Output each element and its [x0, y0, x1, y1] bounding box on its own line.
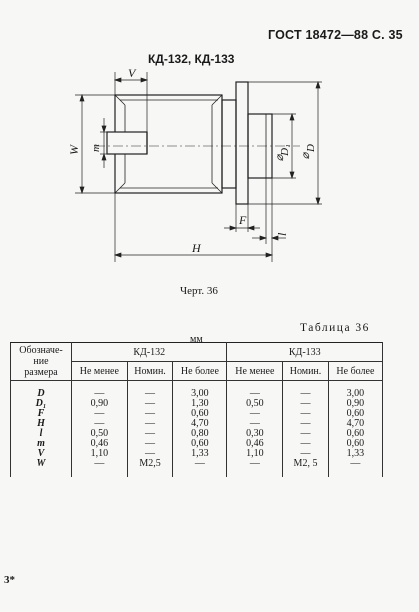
- table-cell: —: [127, 399, 173, 409]
- table-title: Таблица 36: [300, 322, 370, 334]
- table-cell: —: [227, 459, 283, 477]
- column-header: Не менее: [72, 362, 128, 381]
- label-l: l: [275, 232, 289, 236]
- table-cell: —: [227, 409, 283, 419]
- parameters-table: [10, 342, 383, 477]
- table-cell: 1,33: [328, 449, 382, 459]
- table-cell: 0,90: [72, 399, 128, 409]
- table-cell: 0,50: [227, 399, 283, 409]
- table-cell: —: [72, 389, 128, 399]
- table-cell: 0,60: [173, 409, 227, 419]
- svg-text:⌀: ⌀: [300, 152, 312, 160]
- drawing-title: КД-132, КД-133: [148, 52, 235, 66]
- table-cell: 0,90: [328, 399, 382, 409]
- table-cell: 0,60: [328, 409, 382, 419]
- table-cell: —: [72, 409, 128, 419]
- table-cell: —: [127, 449, 173, 459]
- table-cell: 1,10: [227, 449, 283, 459]
- dim-d: [248, 82, 322, 204]
- table-cell: —: [283, 409, 329, 419]
- table-cell: 0,46: [72, 439, 128, 449]
- row-symbol: m: [11, 439, 72, 449]
- table-cell: 4,70: [173, 419, 227, 429]
- label-h: H: [192, 241, 201, 255]
- column-header-symbol: Обозначе- ние размера: [11, 343, 72, 381]
- flange: [222, 82, 272, 204]
- table-cell: —: [283, 389, 329, 399]
- table-cell: —: [283, 439, 329, 449]
- table-cell: 3,00: [173, 389, 227, 399]
- row-symbol: V: [11, 449, 72, 459]
- table-cell: —: [283, 419, 329, 429]
- table-cell: 0,60: [328, 439, 382, 449]
- table-cell: 1,30: [173, 399, 227, 409]
- table-cell: 0,30: [227, 429, 283, 439]
- table-cell: 0,60: [328, 429, 382, 439]
- table-cell: М2, 5: [283, 459, 329, 477]
- column-header: Не менее: [227, 362, 283, 381]
- table-cell: —: [127, 429, 173, 439]
- label-d: D: [305, 144, 317, 152]
- row-symbol: H: [11, 419, 72, 429]
- table-cell: —: [283, 399, 329, 409]
- table-cell: —: [328, 459, 382, 477]
- label-m: m: [90, 144, 102, 152]
- row-symbol: D: [11, 389, 72, 399]
- table-body: [11, 381, 383, 478]
- label-v: V: [128, 66, 136, 80]
- table-cell: 4,70: [328, 419, 382, 429]
- table-row: [11, 459, 383, 477]
- table-cell: —: [227, 389, 283, 399]
- table-cell: М2,5: [127, 459, 173, 477]
- table-cell: —: [127, 439, 173, 449]
- table-cell: 1,33: [173, 449, 227, 459]
- label-d1: D₁: [279, 144, 291, 156]
- row-symbol: F: [11, 409, 72, 419]
- table-cell: —: [227, 419, 283, 429]
- slot: [107, 132, 147, 154]
- group-header: КД-133: [227, 343, 383, 362]
- row-symbol: W: [11, 459, 72, 477]
- dim-v: [115, 72, 147, 132]
- table-cell: —: [127, 419, 173, 429]
- svg-text:⌀: ⌀: [274, 154, 286, 162]
- column-header: Номин.: [283, 362, 329, 381]
- units-label: мм: [190, 334, 203, 345]
- technical-drawing: [0, 0, 419, 300]
- table-cell: —: [127, 389, 173, 399]
- row-symbol: D₁: [11, 399, 72, 409]
- column-header: Номин.: [127, 362, 173, 381]
- table-cell: —: [283, 449, 329, 459]
- page-mark: 3*: [4, 574, 15, 586]
- table-cell: 0,50: [72, 429, 128, 439]
- label-f: F: [239, 213, 247, 227]
- table-cell: —: [127, 409, 173, 419]
- table-cell: 0,60: [173, 439, 227, 449]
- table-cell: 1,10: [72, 449, 128, 459]
- label-w: W: [67, 145, 81, 155]
- table-cell: —: [72, 419, 128, 429]
- column-header: Не более: [173, 362, 227, 381]
- table-cell: 0,80: [173, 429, 227, 439]
- row-symbol: l: [11, 429, 72, 439]
- table-cell: 0,46: [227, 439, 283, 449]
- dim-m: [100, 118, 107, 168]
- table-cell: —: [283, 429, 329, 439]
- group-header: КД-132: [72, 343, 227, 362]
- page-header: ГОСТ 18472—88 С. 35: [268, 28, 403, 42]
- table-cell: —: [173, 459, 227, 477]
- table-cell: 3,00: [328, 389, 382, 399]
- column-header: Не более: [328, 362, 382, 381]
- table-cell: —: [72, 459, 128, 477]
- figure-caption: Черт. 36: [180, 285, 218, 297]
